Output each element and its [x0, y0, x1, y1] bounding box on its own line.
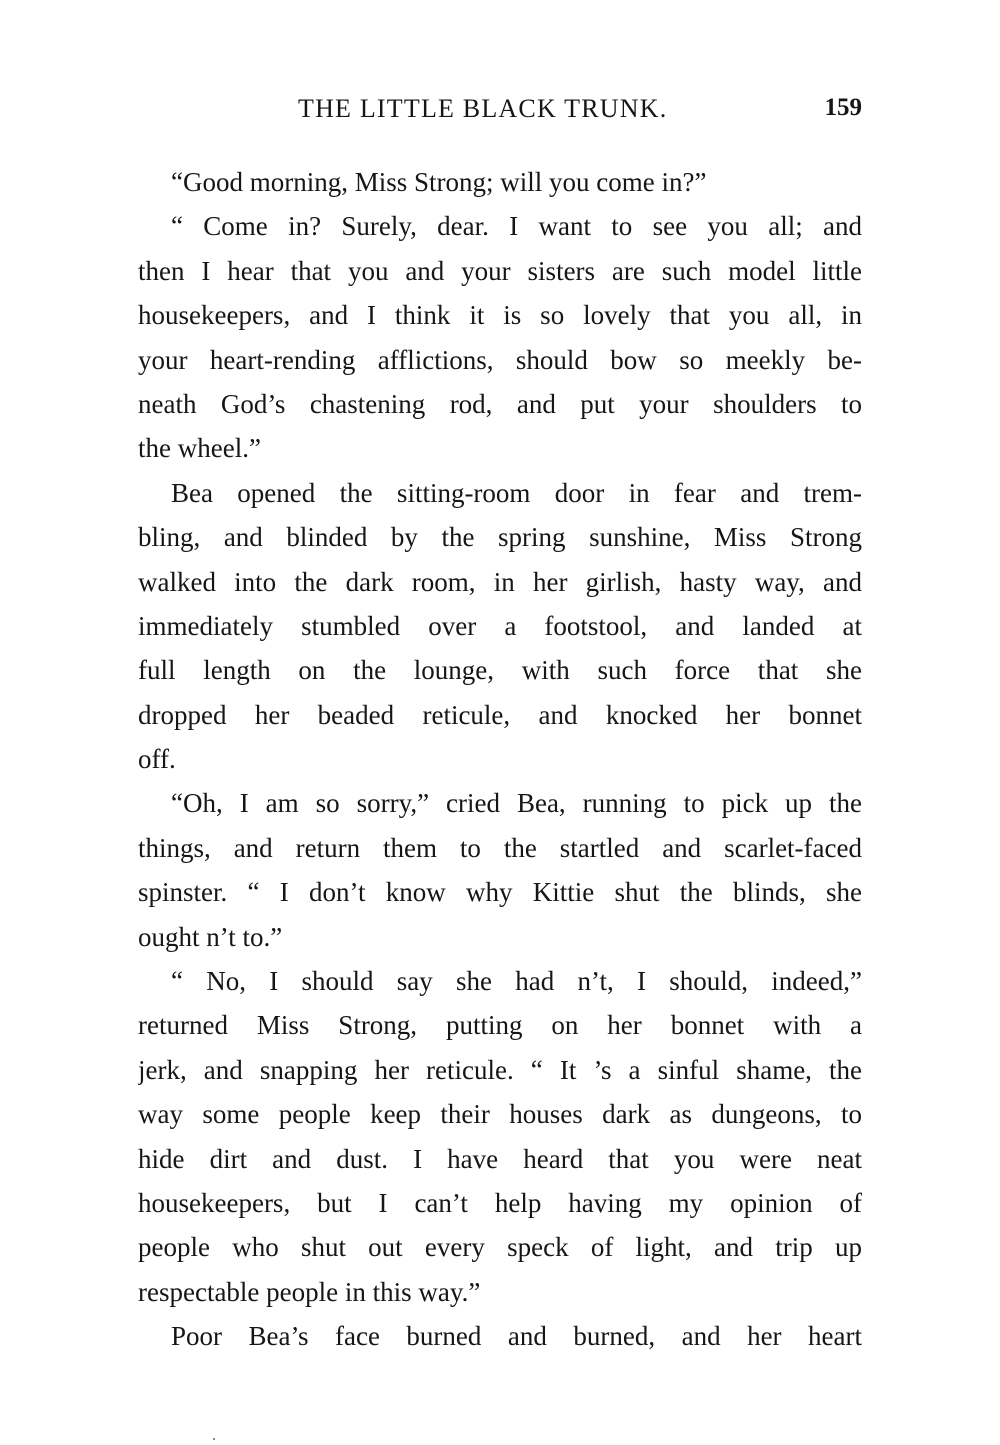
text-line: way some people keep their houses dark as dungeons, to: [138, 1099, 862, 1130]
text-line: immediately stumbled over a footstool, and landed at: [138, 610, 862, 641]
body-text: [138, 160, 862, 1359]
text-line: full length on the lounge, with such force that she: [138, 655, 862, 686]
text-line: “ Come in? Surely, dear. I want to see you all; and: [171, 211, 862, 242]
print-speck: [213, 1438, 215, 1440]
text-line: respectable people in this way.”: [138, 1276, 481, 1307]
text-line: things, and return them to the startled and scarlet-faced: [138, 832, 862, 863]
text-line: people who shut out every speck of light, and trip up: [138, 1232, 862, 1263]
text-line: hide dirt and dust. I have heard that you were neat: [138, 1143, 862, 1174]
running-header: [138, 94, 862, 134]
text-line: jerk, and snapping her reticule. “ It ’s a sinful shame, the: [138, 1054, 862, 1085]
text-line: neath God’s chastening rod, and put your shoulders to: [138, 388, 862, 419]
text-line: Poor Bea’s face burned and burned, and her heart: [171, 1321, 862, 1352]
text-line: your heart-rending afflictions, should bow so meekly be-: [138, 344, 862, 375]
text-line: Bea opened the sitting-room door in fear and trem-: [171, 477, 862, 508]
text-line: housekeepers, and I think it is so lovely that you all, in: [138, 300, 862, 331]
text-line: housekeepers, but I can’t help having my opinion of: [138, 1187, 862, 1218]
text-line: “Good morning, Miss Strong; will you come in?”: [171, 167, 707, 197]
text-line: bling, and blinded by the spring sunshine, Miss Strong: [138, 522, 862, 553]
text-line: the wheel.”: [138, 433, 261, 464]
text-line: “ No, I should say she had n’t, I should, indeed,”: [171, 966, 862, 997]
text-line: off.: [138, 744, 176, 775]
text-line: walked into the dark room, in her girlish, hasty way, and: [138, 566, 862, 597]
text-line: “Oh, I am so sorry,” cried Bea, running to pick up the: [171, 788, 862, 819]
text-line: returned Miss Strong, putting on her bonnet with a: [138, 1010, 862, 1041]
running-title: THE LITTLE BLACK TRUNK.: [298, 94, 668, 123]
page-number: 159: [824, 94, 862, 121]
text-line: spinster. “ I don’t know why Kittie shut the blinds, she: [138, 877, 862, 908]
text-line: ought n’t to.”: [138, 921, 283, 952]
text-line: dropped her beaded reticule, and knocked her bonnet: [138, 699, 862, 730]
text-line: then I hear that you and your sisters are such model little: [138, 255, 862, 286]
